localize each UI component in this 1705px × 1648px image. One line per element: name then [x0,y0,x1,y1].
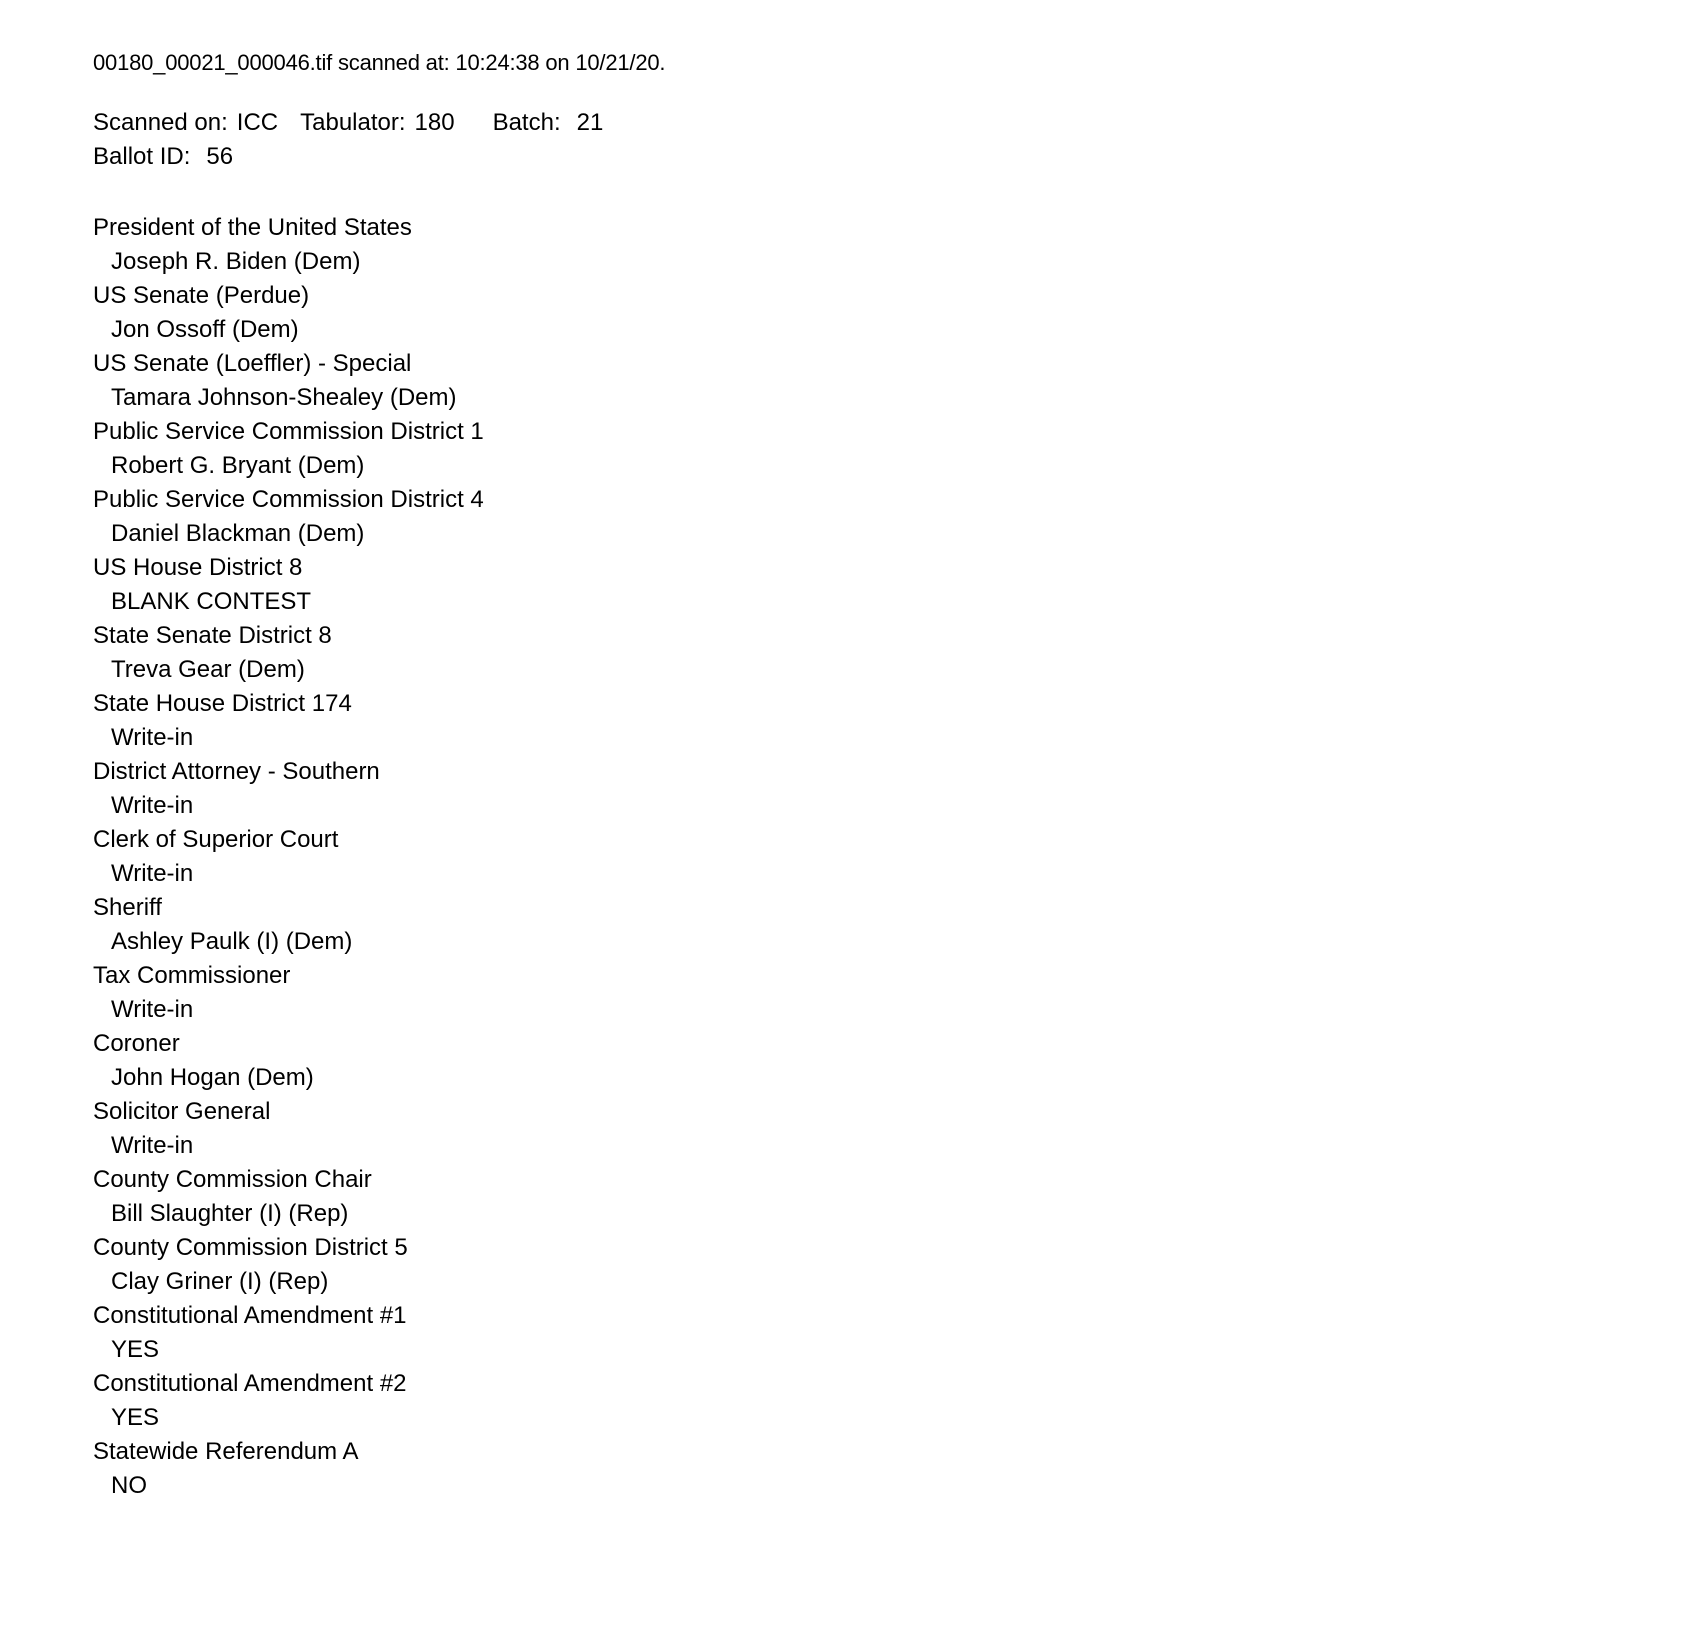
contest-block [93,279,1665,347]
contest-office: Tax Commissioner [93,962,291,989]
contest-selection: Joseph R. Biden (Dem) [111,248,361,275]
contest-office: Constitutional Amendment #2 [93,1370,407,1397]
contest-block [93,483,1665,551]
contest-office: Constitutional Amendment #1 [93,1302,407,1329]
contest-block [93,347,1665,415]
contest-selection: BLANK CONTEST [111,588,312,615]
contest-selection: Ashley Paulk (I) (Dem) [111,928,353,955]
contest-block [93,959,1665,1027]
contest-selection: Write-in [111,724,194,751]
contest-office: District Attorney - Southern [93,758,380,785]
scanned-on-label: Scanned on: [93,109,228,136]
contest-office: County Commission District 5 [93,1234,408,1261]
contest-office: State House District 174 [93,690,352,717]
contest-block [93,823,1665,891]
tabulator-label: Tabulator: [300,109,406,136]
contest-block [93,551,1665,619]
contest-office: Statewide Referendum A [93,1438,359,1465]
contest-block [93,891,1665,959]
contest-block [93,1027,1665,1095]
contest-office: County Commission Chair [93,1166,372,1193]
batch-label: Batch: [492,109,561,136]
contest-selection: Clay Griner (I) (Rep) [111,1268,329,1295]
contest-office: President of the United States [93,214,412,241]
contest-selection: Write-in [111,1132,194,1159]
contest-selection: NO [111,1472,147,1499]
contest-office: Coroner [93,1030,180,1057]
contest-list [93,211,1665,1503]
contest-block [93,1367,1665,1435]
contest-block [93,415,1665,483]
scanner-info-line [93,106,1665,140]
contest-office: Solicitor General [93,1098,271,1125]
contest-selection: Bill Slaughter (I) (Rep) [111,1200,349,1227]
contest-selection: Write-in [111,792,194,819]
scanned-on-pair [93,106,278,140]
contest-office: US Senate (Perdue) [93,282,310,309]
ballot-id-line [93,140,1665,174]
contest-block [93,1095,1665,1163]
contest-block [93,1435,1665,1503]
contest-selection: John Hogan (Dem) [111,1064,314,1091]
file-scan-line: 00180_00021_000046.tif scanned at: 10:24:38 on 10/21/20. [93,50,666,75]
contest-selection: Treva Gear (Dem) [111,656,305,683]
contest-selection: YES [111,1404,160,1431]
contest-block [93,1299,1665,1367]
contest-selection: Write-in [111,996,194,1023]
contest-selection: Robert G. Bryant (Dem) [111,452,365,479]
tabulator-value: 180 [414,109,455,136]
contest-selection: Write-in [111,860,194,887]
contest-block [93,1163,1665,1231]
tabulator-pair [300,106,454,140]
contest-block [93,619,1665,687]
batch-pair [493,106,604,140]
ballot-id-value: 56 [206,143,234,170]
contest-selection: Jon Ossoff (Dem) [111,316,299,343]
contest-office: State Senate District 8 [93,622,332,649]
contest-block [93,687,1665,755]
batch-value: 21 [576,109,604,136]
contest-selection: Daniel Blackman (Dem) [111,520,365,547]
contest-block [93,211,1665,279]
contest-office: Sheriff [93,894,162,921]
ballot-id-label: Ballot ID: [93,143,191,170]
contest-office: US Senate (Loeffler) - Special [93,350,412,377]
contest-office: Clerk of Superior Court [93,826,339,853]
contest-block [93,755,1665,823]
contest-block [93,1231,1665,1299]
contest-selection: Tamara Johnson-Shealey (Dem) [111,384,457,411]
contest-office: Public Service Commission District 4 [93,486,484,513]
contest-office: Public Service Commission District 1 [93,418,484,445]
scanned-on-value: ICC [236,109,279,136]
contest-office: US House District 8 [93,554,303,581]
contest-selection: YES [111,1336,160,1363]
